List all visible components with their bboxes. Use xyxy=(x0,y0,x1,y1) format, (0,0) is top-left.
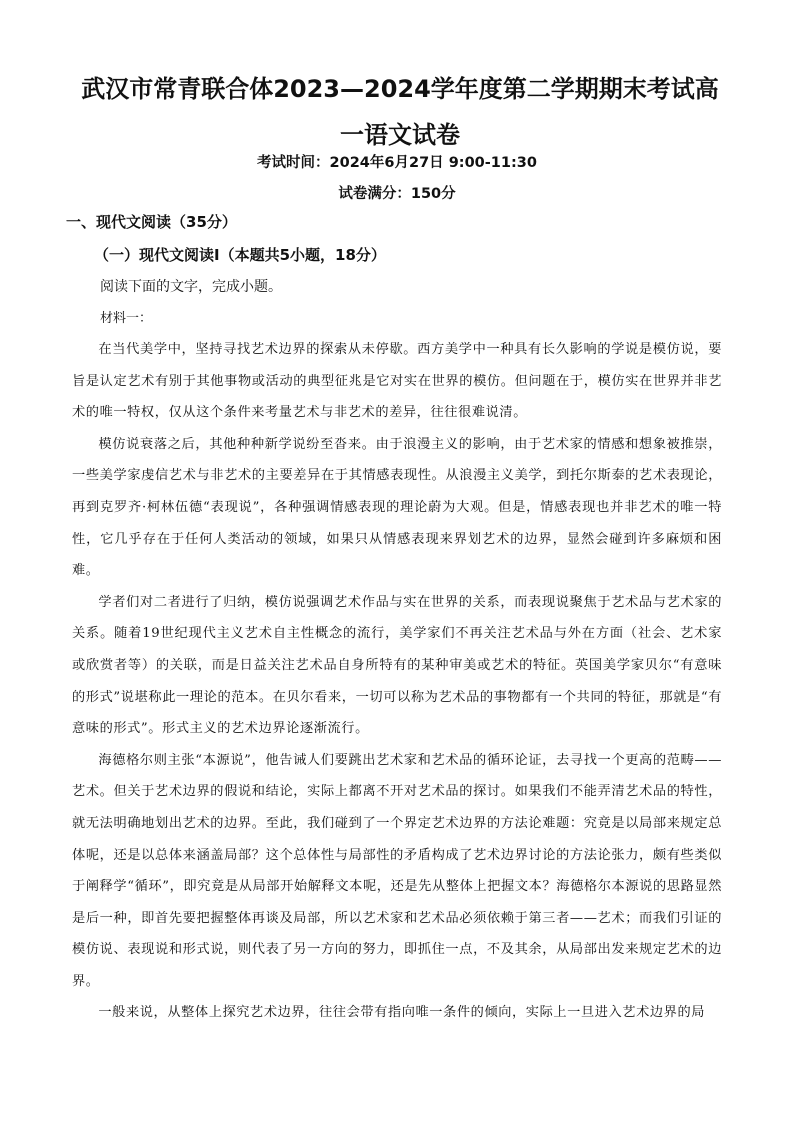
passage-body xyxy=(72,334,722,1029)
reading-instruction: 阅读下面的文字，完成小题。 xyxy=(100,279,282,295)
paragraph: 一般来说，从整体上探究艺术边界，往往会带有指向唯一条件的倾向，实际上一旦进入艺术边界的局 xyxy=(98,1005,706,1021)
subsection-heading: （一）现代文阅读Ⅰ（本题共5小题，18分） xyxy=(94,246,386,264)
exam-time: 考试时间：2024年6月27日 9:00-11:30 xyxy=(257,155,537,171)
paragraph: 在当代美学中，坚持寻找艺术边界的探索从未停歇。西方美学中一种具有长久影响的学说是模仿说，要旨是认定艺术有别于其他事物或活动的典型征兆是它对实在世界的模仿。但问题在于，模仿实在世界并非艺术的唯一特权，仅从这个条件来考量艺术与非艺术的差异，往往很难说清。 xyxy=(72,342,722,421)
paragraph: 海德格尔则主张“本源说”，他告诫人们要跳出艺术家和艺术品的循环论证，去寻找一个更高的范畴——艺术。但关于艺术边界的假说和结论，实际上都离不开对艺术品的探讨。如果我们不能弄清艺术品的特性，就无法明确地划出艺术的边界。至此，我们碰到了一个界定艺术边界的方法论难题：究竟是以局部来规定总体呢，还是以总体来涵盖局部？这个总体性与局部性的矛盾构成了艺术边界讨论的方法论张力，颇有些类似于阐释学“循环”，即究竟是从局部开始解释文本呢，还是先从整体上把握文本？海德格尔本源说的思路显然是后一种，即首先要把握整体再谈及局部，所以艺术家和艺术品必须依赖于第三者——艺术；而我们引证的模仿说、表现说和形式说，则代表了另一方向的努力，即抓住一点，不及其余，从局部出发来规定艺术的边界。 xyxy=(72,752,722,989)
exam-title: 武汉市常青联合体2023—2024学年度第二学期期末考试高一语文试卷 xyxy=(81,75,719,149)
paragraph: 模仿说衰落之后，其他种种新学说纷至沓来。由于浪漫主义的影响，由于艺术家的情感和想象被推崇，一些美学家虔信艺术与非艺术的主要差异在于其情感表现性。从浪漫主义美学，到托尔斯泰的艺术表现论，再到克罗齐·柯林伍德“表现说”，各种强调情感表现的理论蔚为大观。但是，情感表现也并非艺术的唯一特性，它几乎存在于任何人类活动的领域，如果只从情感表现来界划艺术的边界，显然会碰到许多麻烦和困难。 xyxy=(72,436,722,579)
paragraph: 学者们对二者进行了归纳，模仿说强调艺术作品与实在世界的关系，而表现说聚焦于艺术品与艺术家的关系。随着19世纪现代主义艺术自主性概念的流行，美学家们不再关注艺术品与外在方面（社会、艺术家或欣赏者等）的关联，而是日益关注艺术品自身所特有的某种审美或艺术的特征。英国美学家贝尔“有意味的形式”说堪称此一理论的范本。在贝尔看来，一切可以称为艺术品的事物都有一个共同的特征，那就是“有意味的形式”。形式主义的艺术边界论逐渐流行。 xyxy=(72,594,722,737)
material-label: 材料一： xyxy=(100,311,153,326)
full-score: 试卷满分：150分 xyxy=(338,186,456,202)
section-heading: 一、现代文阅读（35分） xyxy=(66,213,237,231)
